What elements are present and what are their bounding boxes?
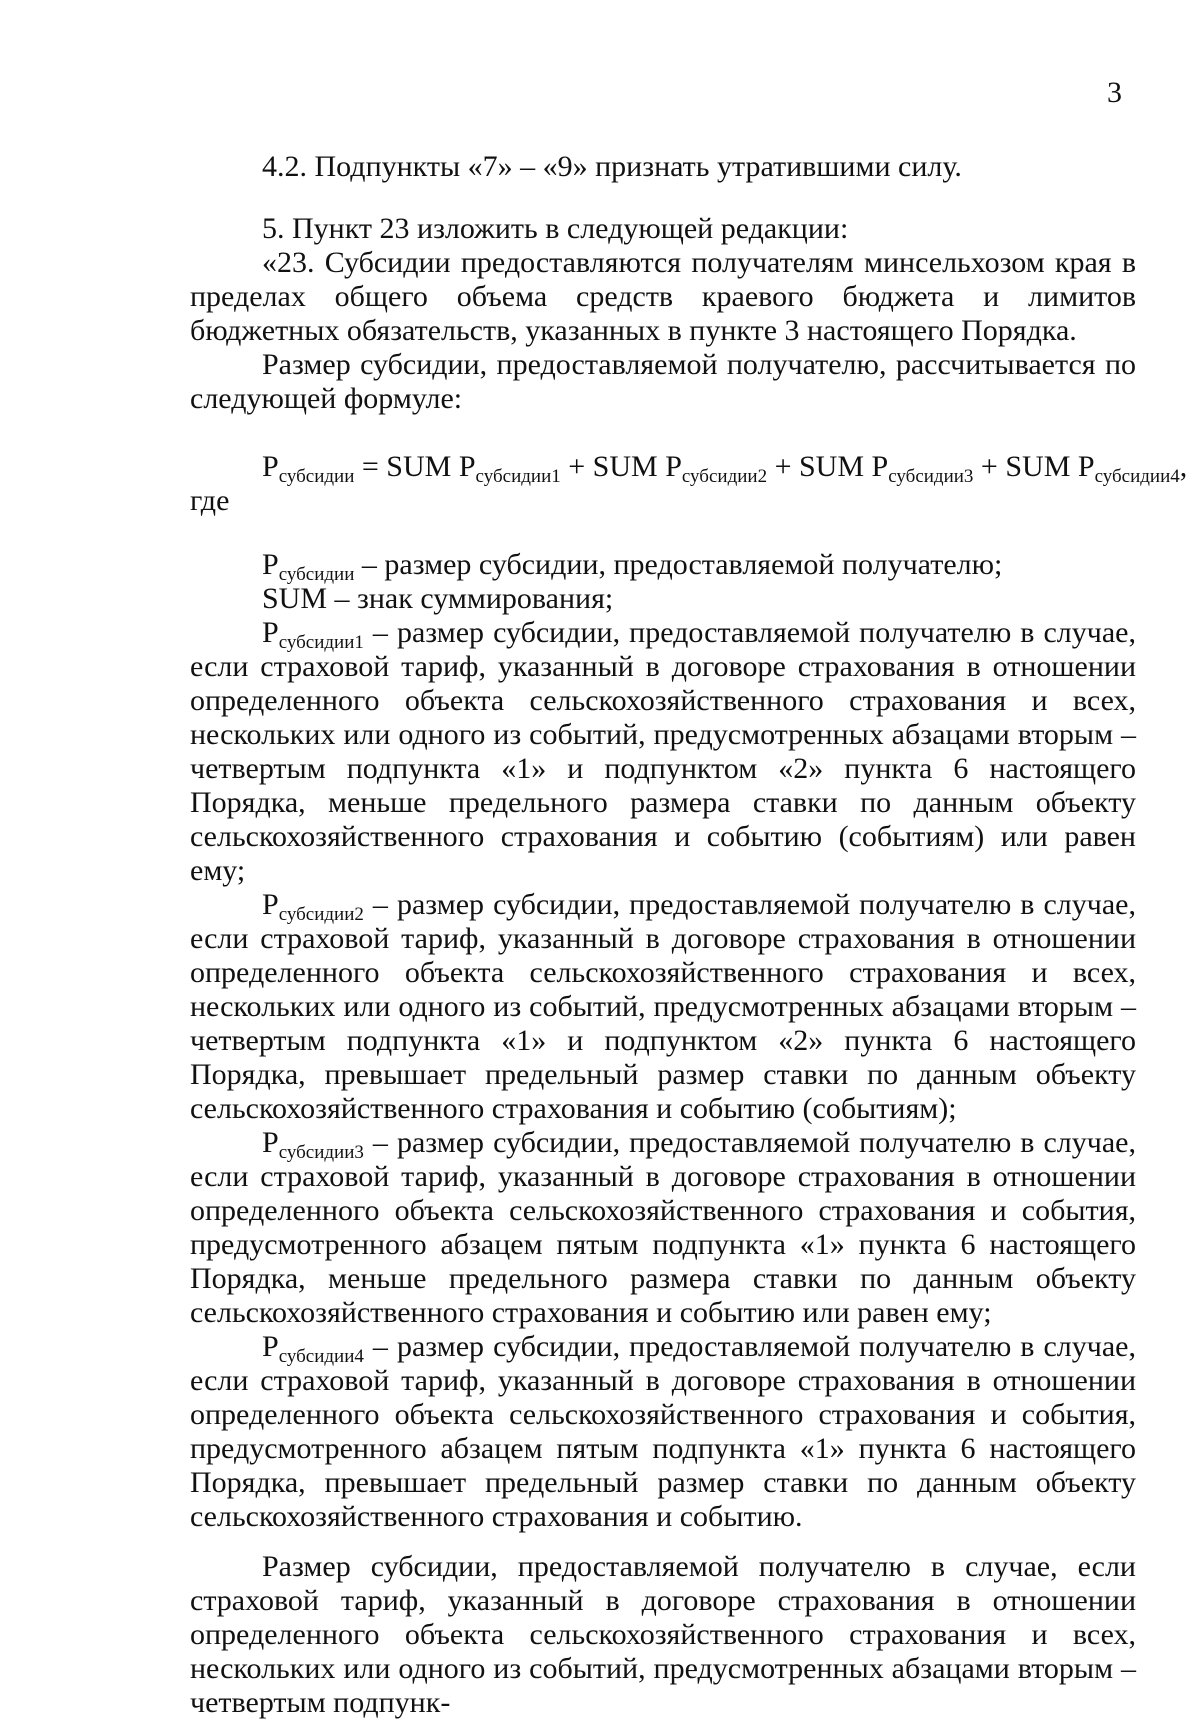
paragraph-last: Размер субсидии, предоставляемой получателю в случае, если страховой тариф, указанный в договоре страхования в отношении определенного объекта сельскохозяйственного страхования и всех, нескольких или одного из событий, предусмотренных абзацами вторым – четвертым подпунк- bbox=[190, 1550, 1136, 1719]
paragraph-4-2: 4.2. Подпункты «7» – «9» признать утратившими силу. bbox=[262, 150, 962, 183]
def4-p: P bbox=[262, 1330, 279, 1363]
def4-sub: субсидии4 bbox=[278, 1346, 364, 1367]
formula-plus-3: + SUM bbox=[973, 450, 1078, 483]
definition-subsidy bbox=[190, 548, 1136, 585]
formula-where: где bbox=[190, 484, 230, 517]
formula-end: , bbox=[1179, 450, 1188, 483]
formula-sub2: субсидии2 bbox=[681, 466, 768, 487]
definition-subsidy-1 bbox=[190, 616, 1136, 888]
def0-sub: субсидии bbox=[278, 564, 355, 585]
formula-p1: P bbox=[458, 450, 476, 483]
paragraph-5: 5. Пункт 23 изложить в следующей редакции: bbox=[262, 212, 849, 245]
definitions bbox=[190, 548, 1136, 1534]
def2-p: P bbox=[262, 888, 279, 921]
definition-subsidy-2 bbox=[190, 888, 1136, 1126]
def1-sub: субсидии1 bbox=[278, 632, 364, 653]
formula-sub1: субсидии1 bbox=[475, 466, 561, 487]
document-body bbox=[190, 150, 1188, 1720]
def0-p: P bbox=[262, 548, 279, 581]
formula-plus-2: + SUM bbox=[767, 450, 872, 483]
def3-sub: субсидии3 bbox=[278, 1142, 364, 1163]
def2-text: – размер субсидии, предоставляемой получателю в случае, если страховой тариф, указанный в договоре страхования в отношении определенного объекта сельскохозяйственного страхования и всех, нескольких или одного из событий, предусмотренных абзацами вторым – четвертым подпункта «1» и подпунктом «2» пункта 6 настоящего Порядка, превышает предельный размер ставки по данным объекту сельскохозяйственного страхования и событию (событиям); bbox=[190, 888, 1136, 1125]
def4-text: – размер субсидии, предоставляемой получателю в случае, если страховой тариф, указанный в договоре страхования в отношении определенного объекта сельскохозяйственного страхования и события, предусмотренного абзацем пятым подпункта «1» пункта 6 настоящего Порядка, превышает предельный размер ставки по данным объекту сельскохозяйственного страхования и событию. bbox=[190, 1330, 1136, 1533]
page-number: 3 bbox=[1107, 76, 1122, 109]
definition-subsidy-3 bbox=[190, 1126, 1136, 1330]
formula-p3: P bbox=[871, 450, 889, 483]
formula-p2: P bbox=[665, 450, 682, 483]
def0-text: – размер субсидии, предоставляемой получателю; bbox=[354, 548, 1003, 581]
paragraph-size-calc: Размер субсидии, предоставляемой получателю, рассчитывается по следующей формуле: bbox=[190, 348, 1136, 415]
formula-plus-1: + SUM bbox=[560, 450, 666, 483]
def1-p: P bbox=[262, 616, 279, 649]
formula-sub: субсидии bbox=[278, 466, 355, 487]
def2-sub: субсидии2 bbox=[278, 904, 364, 925]
paragraph-23: «23. Субсидии предоставляются получателям минсельхозом края в пределах общего объема средств краевого бюджета и лимитов бюджетных обязательств, указанных в пункте 3 настоящего Порядка. bbox=[190, 246, 1136, 347]
formula-sub3: субсидии3 bbox=[888, 466, 974, 487]
def1-text: – размер субсидии, предоставляемой получателю в случае, если страховой тариф, указанный в договоре страхования в отношении определенного объекта сельскохозяйственного страхования и всех, нескольких или одного из событий, предусмотренных абзацами вторым – четвертым подпункта «1» и подпунктом «2» пункта 6 настоящего Порядка, меньше предельного размера ставки по данным объекту сельскохозяйственного страхования и событию (событиям) или равен ему; bbox=[190, 616, 1136, 887]
definition-sum: SUM – знак суммирования; bbox=[262, 582, 614, 615]
formula-p4: P bbox=[1077, 450, 1095, 483]
formula-sub4: субсидии4 bbox=[1094, 466, 1180, 487]
def3-p: P bbox=[262, 1126, 279, 1159]
formula bbox=[190, 450, 1188, 487]
formula-p: P bbox=[262, 450, 279, 483]
def3-text: – размер субсидии, предоставляемой получателю в случае, если страховой тариф, указанный в договоре страхования в отношении определенного объекта сельскохозяйственного страхования и события, предусмотренного абзацем пятым подпункта «1» пункта 6 настоящего Порядка, меньше предельного размера ставки по данным объекту сельскохозяйственного страхования и событию или равен ему; bbox=[190, 1126, 1136, 1329]
definition-subsidy-4 bbox=[190, 1330, 1136, 1534]
formula-eq: = SUM bbox=[354, 450, 459, 483]
